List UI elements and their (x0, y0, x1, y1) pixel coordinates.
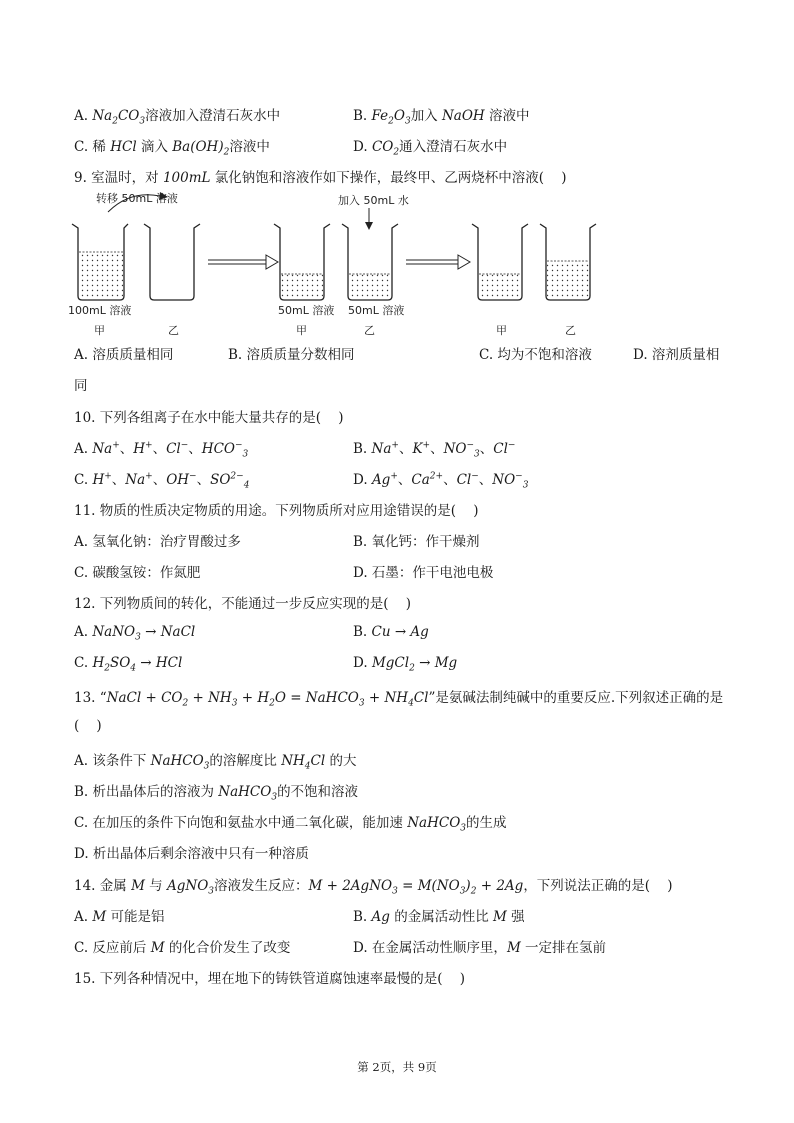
q11-option-c: C. 碳酸氢铵：作氮肥 (74, 565, 201, 581)
q14-stem: 14. 金属 M 与 AgNO$_3$溶液发生反应：M + 2AgNO$_3$ = $M(NO_3)_2 + 2Ag$，下列说法正确的是( ) (74, 878, 673, 897)
q14-option-b: B. Ag 的金属活动性比 M 强 (353, 909, 525, 925)
q9-option-d: D. 溶剂质量相 (633, 347, 720, 363)
q11-stem: 11. 物质的性质决定物质的用途。下列物质所对应用途错误的是( ) (74, 503, 479, 519)
transfer-label: 转移 50mL 溶液 (96, 192, 178, 205)
q13-paren: ( ) (74, 718, 102, 734)
q10-option-a: A. Na+、H+、Cl−、$HCO^-_3$ (74, 440, 249, 460)
q13-option-c: C. 在加压的条件下向饱和氨盐水中通二氧化碳，能加速 NaHCO$_3$的生成 (74, 815, 507, 834)
q13-option-d: D. 析出晶体后剩余溶液中只有一种溶质 (74, 846, 309, 862)
q10-option-c: C. H+、Na+、OH−、$SO^{2-}_4$ (74, 471, 250, 491)
label-jia-1: 甲 (94, 324, 105, 337)
process-arrow-1 (208, 255, 278, 269)
label-50ml-yi: 50mL 溶液 (348, 304, 405, 317)
process-arrow-2 (406, 255, 470, 269)
beaker-yi-2 (342, 224, 398, 300)
q8-option-b: B. $Fe_2O_3$加入 NaOH 溶液中 (353, 108, 530, 127)
beaker-yi-1 (144, 224, 200, 300)
q9-option-a: A. 溶质质量相同 (74, 347, 174, 363)
q9-option-b: B. 溶质质量分数相同 (228, 347, 355, 363)
q15-stem: 15. 下列各种情况中，埋在地下的铸铁管道腐蚀速率最慢的是( ) (74, 971, 465, 987)
label-yi-2: 乙 (364, 324, 375, 337)
add-water-label: 加入 50mL 水 (338, 194, 409, 207)
beaker-yi-3 (540, 224, 596, 300)
q10-stem: 10. 下列各组离子在水中能大量共存的是( ) (74, 410, 344, 426)
q14-option-a: A. M 可能是铝 (74, 909, 165, 925)
q10-option-b: B. Na+、K+、$NO^-_3$、Cl− (353, 440, 516, 460)
q8-option-a: A. $Na_2CO_3$溶液加入澄清石灰水中 (74, 108, 281, 127)
q14-option-d: D. 在金属活动性顺序里，M 一定排在氢前 (353, 940, 607, 956)
label-50ml-jia: 50mL 溶液 (278, 304, 335, 317)
q13-option-a: A. 该条件下 NaHCO$_3$的溶解度比 $NH_4Cl$ 的大 (74, 753, 357, 772)
q13-option-b: B. 析出晶体后的溶液为 NaHCO$_3$的不饱和溶液 (74, 784, 359, 803)
label-jia-3: 甲 (496, 324, 507, 337)
q13-stem: 13. “NaCl + $CO_2 + NH_3 + H_2O$ = NaHCO$_3$ + $NH_4Cl$”是氨碱法制纯碱中的重要反应.下列叙述正确的是 (74, 690, 724, 709)
label-yi-1: 乙 (168, 324, 179, 337)
q12-option-b: B. Cu → Ag (353, 624, 429, 640)
q8-option-d: D. $CO_2$通入澄清石灰水中 (353, 139, 508, 158)
label-yi-3: 乙 (565, 324, 576, 337)
q12-option-a: A. NaNO$_3$ → NaCl (74, 624, 196, 643)
q9-beaker-diagram (60, 188, 740, 338)
label-jia-2: 甲 (296, 324, 307, 337)
beaker-jia-1 (72, 224, 128, 300)
q11-option-b: B. 氧化钙：作干燥剂 (353, 534, 480, 550)
beaker-jia-3 (472, 224, 528, 300)
label-100ml: 100mL 溶液 (68, 304, 132, 317)
q10-option-d: D. Ag+、$Ca^{2+}$、Cl−、$NO^-_3$ (353, 471, 529, 491)
q9-stem: 9. 室温时，对 100mL 氯化钠饱和溶液作如下操作，最终甲、乙两烧杯中溶液( ) (74, 170, 567, 186)
page-footer: 第 2页，共 9页 (357, 1060, 437, 1074)
q9-option-c: C. 均为不饱和溶液 (479, 347, 592, 363)
q14-option-c: C. 反应前后 M 的化合价发生了改变 (74, 940, 291, 956)
beaker-jia-2 (274, 224, 330, 300)
q9-option-d-wrap: 同 (74, 378, 88, 394)
q12-option-d: D. MgCl$_2$ → Mg (353, 655, 458, 674)
q12-stem: 12. 下列物质间的转化，不能通过一步反应实现的是( ) (74, 596, 411, 612)
q8-option-c: C. 稀 HCl 滴入 $Ba(OH)_2$溶液中 (74, 139, 270, 158)
q11-option-d: D. 石墨：作干电池电极 (353, 565, 494, 581)
q11-option-a: A. 氢氧化钠：治疗胃酸过多 (74, 534, 241, 550)
q12-option-c: C. $H_2SO_4$ → HCl (74, 655, 183, 674)
